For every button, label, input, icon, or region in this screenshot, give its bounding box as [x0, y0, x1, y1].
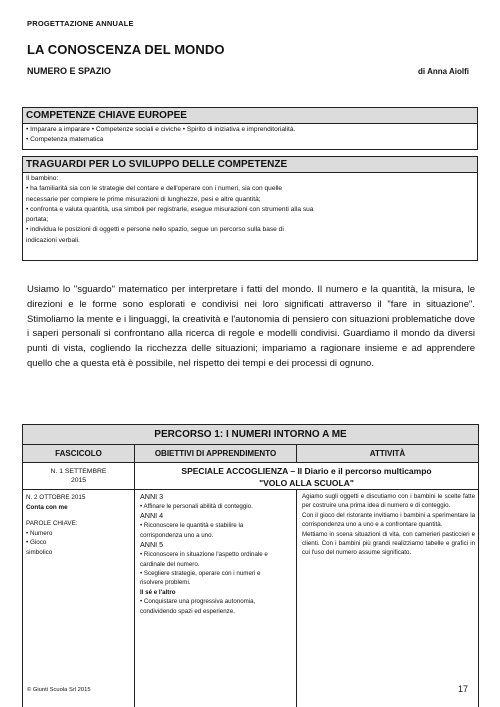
fascicolo-date: N. 2 OTTOBRE 2015 — [26, 494, 86, 501]
attivita-cell — [297, 490, 479, 707]
anno-label: ANNI 3 — [140, 492, 164, 501]
obiettivo: cardinale del numero. — [140, 560, 200, 568]
traguardi-line: • individua le posizioni di oggetti e persone nello spazio, segue un percorso sulla base di — [26, 226, 284, 234]
anno-label: ANNI 5 — [140, 540, 164, 550]
attivita-paragraph: Agiamo sugli oggetti e discutiamo con i bambini le scelte fatte per costruire una prima idea di numero e di conteggio. — [302, 493, 476, 510]
traguardi-line: portata; — [26, 216, 49, 224]
obiettivo: risolvere problemi. — [140, 579, 191, 587]
obiettivo: corrispondenza uno a uno. — [140, 531, 214, 539]
traguardi-body — [23, 173, 477, 248]
page-title: LA CONOSCENZA DEL MONDO — [27, 42, 225, 57]
author: di Anna Aiolfi — [418, 67, 469, 76]
table-row — [23, 490, 479, 707]
fascicolo-year: 2015 — [70, 477, 87, 484]
obiettivo: • Riconoscere in situazione l'aspetto ordinale e — [140, 551, 268, 559]
attivita-paragraph: Mettiamo in scena situazioni di vita, con camerieri pasticcieri e clienti. Con i bambini più grandi realizziamo tabelle e grafici in cui l'uso del numero assume significato. — [302, 530, 476, 557]
traguardi-title: TRAGUARDI PER LO SVILUPPO DELLE COMPETENZE — [23, 157, 477, 173]
keywords-label: PAROLE CHIAVE: — [26, 520, 78, 528]
anno-label: ANNI 4 — [140, 511, 164, 521]
fascicolo-issue: N. 1 SETTEMBRE — [50, 468, 107, 475]
obiettivo: condividendo spazi ed esperienze. — [140, 607, 235, 615]
percorso-table — [22, 424, 479, 707]
copyright: © Giunti Scuola Srl 2015 — [27, 687, 91, 693]
campo-label: Il sé e l'altro — [140, 588, 176, 596]
column-header-obiettivi: OBIETTIVI DI APPRENDIMENTO — [135, 445, 297, 463]
fascicolo-topic: Conta con me — [26, 503, 68, 511]
traguardi-line: • confronta e valuta quantità, usa simboli per registrarle, esegue misurazioni con strumenti alla sua — [26, 205, 314, 213]
traguardi-line: necessarie per compiere le prime misurazioni di lunghezze, pesi e altre quantità; — [26, 195, 261, 203]
fascicolo-cell — [23, 463, 135, 490]
obiettivo: • Conquistare una progressiva autonomia, — [140, 598, 256, 606]
competenze-title: COMPETENZE CHIAVE EUROPEE — [23, 108, 477, 124]
column-header-attivita: ATTIVITÀ — [297, 445, 479, 463]
speciale-line: "VOLO ALLA SCUOLA" — [259, 477, 354, 488]
traguardi-box — [22, 156, 478, 261]
page-number: 17 — [457, 684, 468, 694]
traguardi-line: indicazioni verbali. — [26, 236, 80, 244]
traguardi-line: Il bambino: — [26, 175, 59, 182]
speciale-accoglienza — [135, 463, 479, 490]
page-subtitle: NUMERO E SPAZIO — [27, 66, 111, 76]
keyword: • Gioco — [26, 539, 47, 547]
section-label: PROGETTAZIONE ANNUALE — [27, 19, 134, 28]
attivita-paragraph: Con il gioco del ristorante invitiamo i bambini a sperimentare la corrispondenza uno a uno e a confrontare quantità. — [302, 511, 476, 529]
obiettivo: • Riconoscere le quantità e stabilire la — [140, 522, 244, 530]
obiettivo: • Scegliere strategie, operare con i numeri e — [140, 570, 261, 578]
keyword: • Numero — [26, 529, 53, 537]
column-header-fascicolo: FASCICOLO — [23, 445, 135, 463]
intro-paragraph: Usiamo lo "sguardo" matematico per interpretare i fatti del mondo. Il numero e la quantità, la misura, le direzioni e le forme sono esplorati e condivisi nei loro significati attraverso il "fare in situazione". Stimoliamo la mente e i linguaggi, la creatività e l'autonomia di pensiero con situazioni problematiche dove i saperi personali si confrontano alla ricerca di regole e modelli condivisi. Guardiamo il mondo da diversi punti di vista, cogliendo la ricchezza delle situazioni; impariamo a ragionare insieme e ad apprendere quello che a questa età è possibile, nel rispetto dei tempi e dei processi di ognuno. — [27, 284, 475, 369]
competenze-box — [22, 107, 478, 150]
competenze-line: • Imparare a imparare • Competenze sociali e civiche • Spirito di iniziativa e imprenditorialità. — [26, 126, 296, 133]
traguardi-line: • ha familiarità sia con le strategie del contare e dell'operare con i numeri, sia con quelle — [26, 185, 283, 193]
percorso-title: PERCORSO 1: I NUMERI INTORNO A ME — [23, 425, 479, 445]
competenze-line: • Competenza matematica — [26, 136, 104, 144]
keyword: simbolico — [26, 548, 53, 556]
speciale-line: SPECIALE ACCOGLIENZA – Il Diario e il percorso multicampo — [181, 466, 432, 476]
competenze-body — [23, 124, 477, 148]
fascicolo-cell — [23, 490, 135, 707]
obiettivi-cell — [135, 490, 297, 707]
obiettivo: • Affinare le personali abilità di conteggio. — [140, 503, 253, 510]
table-row — [23, 463, 479, 490]
